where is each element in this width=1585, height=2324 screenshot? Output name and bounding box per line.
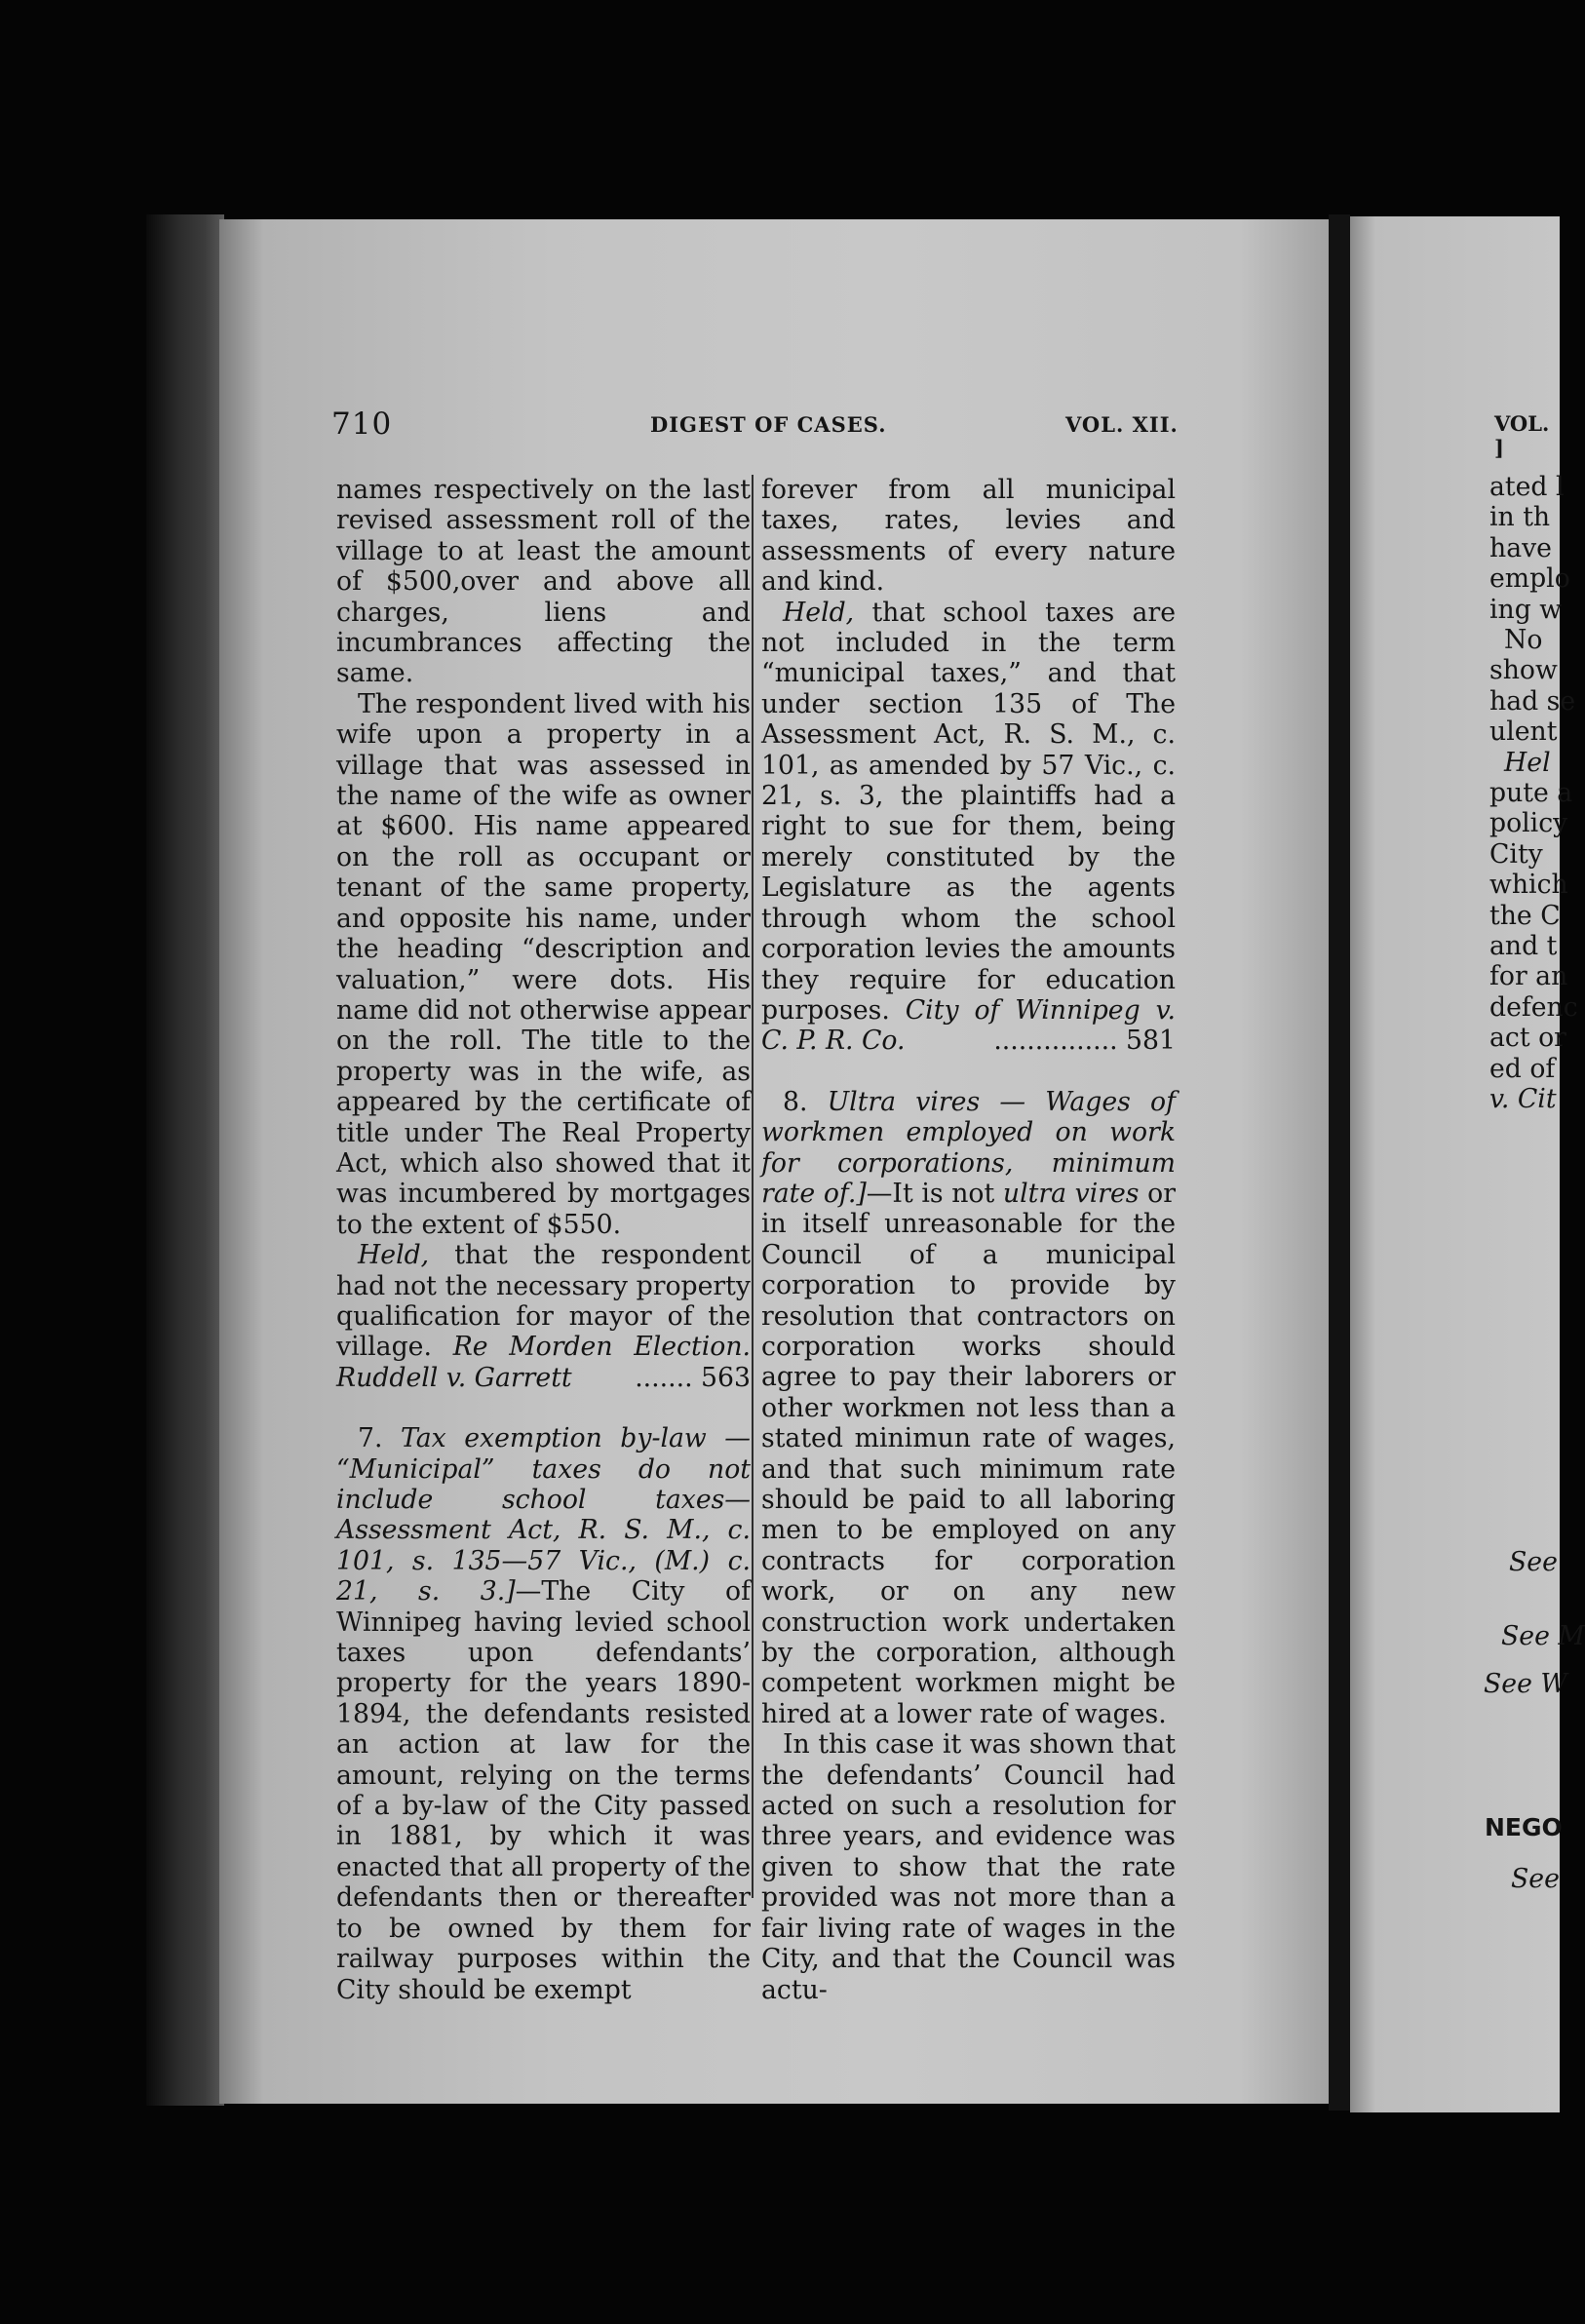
see-reference: See M xyxy=(1501,1621,1585,1651)
section-text: —The City of Winnipeg having levied school taxes upon defendants’ property for the years 1890-1894, the defendants resisted an action at law for the amount, relying on the terms of a by-law of the City passed in 1881, by which it was enacted that all property of the defendants then or thereafter to be owned by them for railway purposes within the City should be exempt xyxy=(336,1576,752,2005)
paragraph: forever from all municipal taxes, rates, levies and assessments of every nature and kind. xyxy=(761,475,1176,598)
next-page-line-fragment: ed of xyxy=(1489,1053,1556,1084)
case-page-ref: ............... 581 xyxy=(993,1026,1176,1057)
next-page-line-fragment: ing w xyxy=(1489,594,1563,625)
next-page-line-fragment: in th xyxy=(1489,502,1551,533)
paragraph-held xyxy=(761,598,1176,1057)
see-reference: See xyxy=(1509,1547,1558,1577)
case-citation: Re Morden Election. Ruddell v. Garrett xyxy=(336,1332,752,1393)
page-number: 710 xyxy=(331,407,393,442)
next-page-line-fragment: policy xyxy=(1489,808,1568,839)
running-title: DIGEST OF CASES. xyxy=(650,412,887,437)
next-page-line-fragment: pute a xyxy=(1489,778,1573,808)
held-text: that school taxes are not included in the term “municipal taxes,” and that under section 135 of The Assessment Act, R. S. M., c. 101, as amended by 57 Vic., c. 21, s. 3, the plaintiffs had a right to sue for them, being merely constituted by the Legislature as the agents through whom the school corporation levies the amounts they require for education purposes. xyxy=(761,597,1176,1026)
paragraph: The respondent lived with his wife upon a property in a village that was assessed in the name of the wife as owner at $600. His name appeared on the roll as occupant or tenant of the same property, and opposite his name, under the heading “description and valuation,” were dots. His name did not otherwise appear on the roll. The title to the property was in the wife, as appeared by the certificate of title under The Real Property Act, which also showed that it was incumbered by mortgages to the extent of $550. xyxy=(336,688,751,1240)
next-page-line-fragment: emplo xyxy=(1489,563,1570,595)
right-column xyxy=(761,475,1176,2005)
see-reference: See W xyxy=(1484,1669,1567,1699)
left-column xyxy=(336,475,751,2005)
next-page-line-fragment: No xyxy=(1504,625,1543,655)
paragraph-held xyxy=(336,1240,751,1393)
next-page-line-fragment: show xyxy=(1489,655,1558,686)
section-title: Tax exemption by-law — “Municipal” taxes do not include school taxes—Assessment Act, R. S. M., c. 101, s. 135—57 Vic., (M.) c. 21, s. 3.] xyxy=(336,1423,751,1607)
book-spine-shadow xyxy=(146,214,224,2106)
page-gutter xyxy=(1329,214,1350,2111)
section-heading-fragment: NEGO xyxy=(1485,1813,1563,1841)
section-number: 8. xyxy=(783,1086,828,1117)
section-text: —It is not xyxy=(866,1178,1003,1209)
next-page-volume-label: VOL. ] xyxy=(1494,411,1550,460)
next-page-line-fragment: and t xyxy=(1489,931,1558,961)
next-page-line-fragment: act or xyxy=(1489,1023,1566,1054)
held-label: Held, xyxy=(358,1240,430,1271)
next-page-line-fragment: the C xyxy=(1489,900,1561,931)
next-page-line-fragment: Hel xyxy=(1504,747,1551,778)
paragraph: In this case it was shown that the defendants’ Council had acted on such a resolution for three years, and evidence was given to show that the rate provided was not more than a fair living rate of wages in the City, and that the Council was actu- xyxy=(761,1729,1176,2005)
next-page-line-fragment: for an xyxy=(1489,961,1568,992)
column-divider xyxy=(752,475,754,1898)
next-page-line-fragment: which xyxy=(1489,870,1568,901)
next-page-line-fragment: have xyxy=(1489,532,1552,563)
next-page-line-fragment: City xyxy=(1489,838,1543,870)
book-page xyxy=(219,219,1329,2104)
section-title: Ultra vires — Wages of workmen employed on work for corporations, minimum rate of.] xyxy=(761,1086,1176,1209)
case-citation: City of Winnipeg v. C. P. R. Co. xyxy=(761,994,1176,1057)
next-page-line-fragment: v. Cit xyxy=(1489,1084,1557,1114)
section-number: 7. xyxy=(358,1423,401,1454)
paragraph: names respectively on the last revised assessment roll of the village to at least the amount of $500,over and above all charges, liens and incumbrances affecting the same. xyxy=(336,475,751,689)
section-7 xyxy=(336,1423,751,2005)
next-page-line-fragment: had se xyxy=(1489,685,1576,717)
next-page-line-fragment: ated l xyxy=(1489,472,1565,502)
next-page-line-fragment: defenc xyxy=(1489,991,1578,1023)
held-label: Held, xyxy=(783,597,855,628)
section-text: or in itself unreasonable for the Council of a municipal corporation to provide by resolution that contractors on corporation works should agree to pay their laborers or other workmen not less than a stated minimun rate of wages, and that such minimum rate should be paid to all laboring men to be employed on any contracts for corporation work, or on any new construction work undertaken by the corporation, although competent workmen might be hired at a lower rate of wages. xyxy=(761,1178,1176,1729)
see-reference: See xyxy=(1511,1864,1560,1894)
next-page-edge xyxy=(1350,216,1585,2112)
page-header xyxy=(219,407,1329,445)
section-8 xyxy=(761,1087,1176,1730)
ultra-vires-term: ultra vires xyxy=(1002,1178,1140,1209)
held-text: that the respondent had not the necessary property qualification for mayor of the village. xyxy=(336,1240,751,1363)
volume-label: VOL. XII. xyxy=(1065,412,1179,437)
next-page-line-fragment: ulent xyxy=(1489,717,1558,748)
case-page-ref: ....... 563 xyxy=(635,1362,751,1393)
